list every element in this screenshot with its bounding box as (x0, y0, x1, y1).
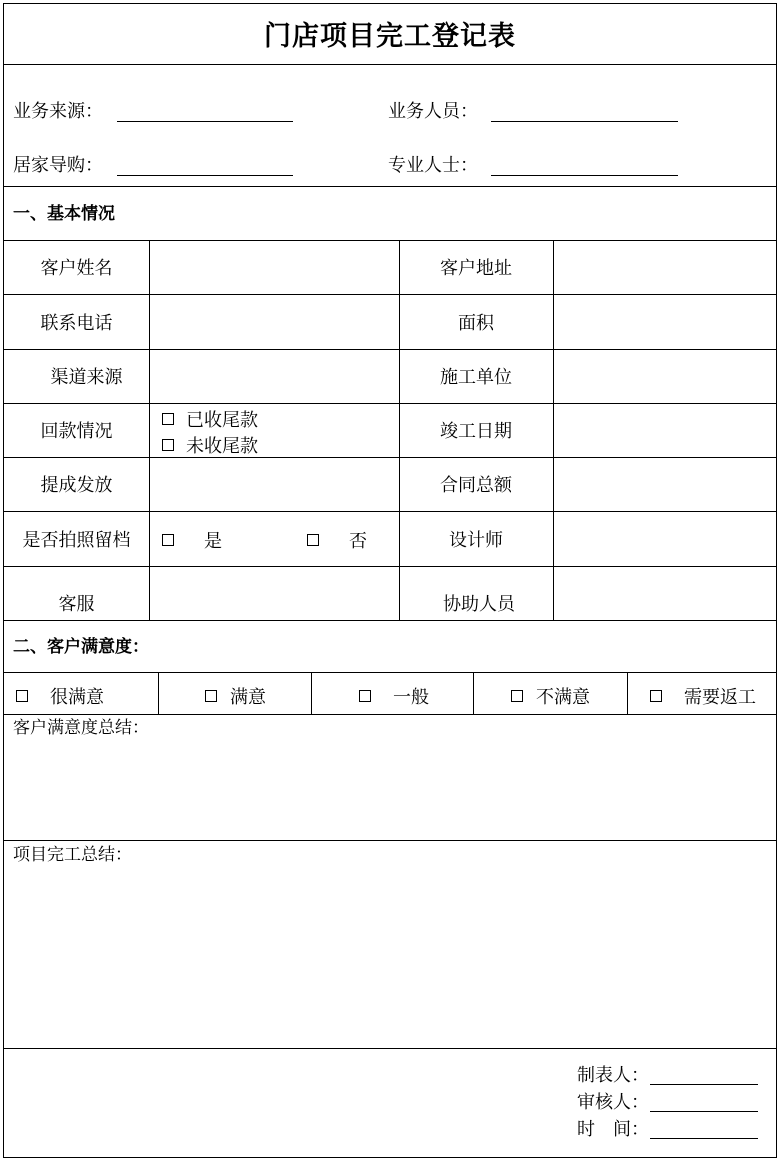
divider (4, 1048, 776, 1049)
completion-date-label: 竣工日期 (440, 421, 512, 442)
assistant-field[interactable] (553, 566, 776, 620)
completion-summary-area[interactable] (4, 870, 776, 1046)
checkbox[interactable] (162, 534, 174, 546)
customer-service-field[interactable] (149, 566, 399, 620)
column-divider (627, 672, 628, 714)
business-source-label: 业务来源： (13, 101, 103, 122)
checkbox[interactable] (650, 690, 662, 702)
checkbox[interactable] (511, 690, 523, 702)
satisfied-label: 满意 (230, 687, 266, 708)
payment-pending-label: 未收尾款 (186, 436, 258, 457)
checkbox[interactable] (205, 690, 217, 702)
time-label: 时 间： (577, 1119, 649, 1140)
business-source-field[interactable] (117, 121, 293, 122)
payment-status-label: 回款情况 (40, 421, 113, 442)
business-staff-field[interactable] (491, 121, 678, 122)
customer-name-label: 客户姓名 (40, 258, 113, 279)
reviewer-field[interactable] (650, 1111, 758, 1112)
time-field[interactable] (650, 1138, 758, 1139)
customer-service-label: 客服 (58, 594, 95, 615)
construction-unit-field[interactable] (553, 349, 776, 403)
divider (4, 672, 776, 673)
form-frame (3, 3, 777, 1158)
dissatisfied-option[interactable] (511, 683, 590, 709)
photo-yes-option[interactable] (162, 527, 222, 553)
form-title: 门店项目完工登记表 (264, 21, 516, 52)
reviewer-label: 审核人： (577, 1092, 649, 1113)
customer-address-label: 客户地址 (440, 258, 512, 279)
photo-no-option[interactable] (307, 527, 367, 553)
dissatisfied-label: 不满意 (536, 687, 590, 708)
payment-received-label: 已收尾款 (186, 410, 258, 431)
construction-unit-label: 施工单位 (440, 367, 512, 388)
checkbox[interactable] (359, 690, 371, 702)
maker-field[interactable] (650, 1084, 758, 1085)
section-basic-heading: 一、基本情况 (13, 204, 115, 224)
contract-total-label: 合同总额 (440, 475, 512, 496)
area-field[interactable] (553, 294, 776, 349)
very-satisfied-option[interactable] (16, 683, 104, 709)
payment-received-option[interactable] (162, 406, 258, 432)
photo-no-label: 否 (349, 531, 367, 552)
checkbox[interactable] (162, 439, 174, 451)
customer-name-field[interactable] (149, 240, 399, 294)
completion-date-field[interactable] (553, 403, 776, 457)
average-option[interactable] (359, 683, 429, 709)
section-satisfaction-heading: 二、客户满意度： (13, 637, 149, 657)
satisfaction-summary-area[interactable] (4, 744, 776, 838)
checkbox[interactable] (16, 690, 28, 702)
designer-field[interactable] (553, 511, 776, 566)
maker-label: 制表人： (577, 1065, 649, 1086)
channel-source-field[interactable] (169, 349, 399, 403)
professional-label: 专业人士： (388, 155, 478, 176)
designer-label: 设计师 (449, 529, 503, 551)
commission-label: 提成发放 (40, 475, 113, 496)
phone-field[interactable] (149, 294, 399, 349)
column-divider (311, 672, 312, 714)
home-guide-field[interactable] (117, 175, 293, 176)
business-staff-label: 业务人员： (388, 101, 478, 122)
channel-source-label: 渠道来源 (50, 367, 123, 388)
divider (4, 64, 776, 65)
average-label: 一般 (393, 687, 429, 708)
satisfaction-summary-label: 客户满意度总结： (13, 718, 149, 738)
home-guide-label: 居家导购： (13, 155, 103, 176)
payment-pending-option[interactable] (162, 432, 258, 458)
phone-label: 联系电话 (40, 312, 113, 334)
column-divider (473, 672, 474, 714)
rework-option[interactable] (650, 683, 756, 709)
area-label: 面积 (458, 312, 494, 334)
completion-summary-label: 项目完工总结： (13, 845, 132, 865)
checkbox[interactable] (162, 413, 174, 425)
customer-address-field[interactable] (553, 240, 776, 294)
assistant-label: 协助人员 (443, 594, 515, 615)
divider (4, 714, 776, 715)
contract-total-field[interactable] (553, 457, 776, 511)
divider (4, 840, 776, 841)
commission-field[interactable] (149, 457, 399, 511)
photo-yes-label: 是 (204, 531, 222, 552)
checkbox[interactable] (307, 534, 319, 546)
photo-archive-label: 是否拍照留档 (22, 529, 131, 551)
column-divider (158, 672, 159, 714)
professional-field[interactable] (491, 175, 678, 176)
satisfied-option[interactable] (205, 683, 266, 709)
very-satisfied-label: 很满意 (50, 687, 104, 708)
rework-label: 需要返工 (684, 687, 756, 708)
divider (4, 620, 776, 621)
divider (4, 186, 776, 187)
